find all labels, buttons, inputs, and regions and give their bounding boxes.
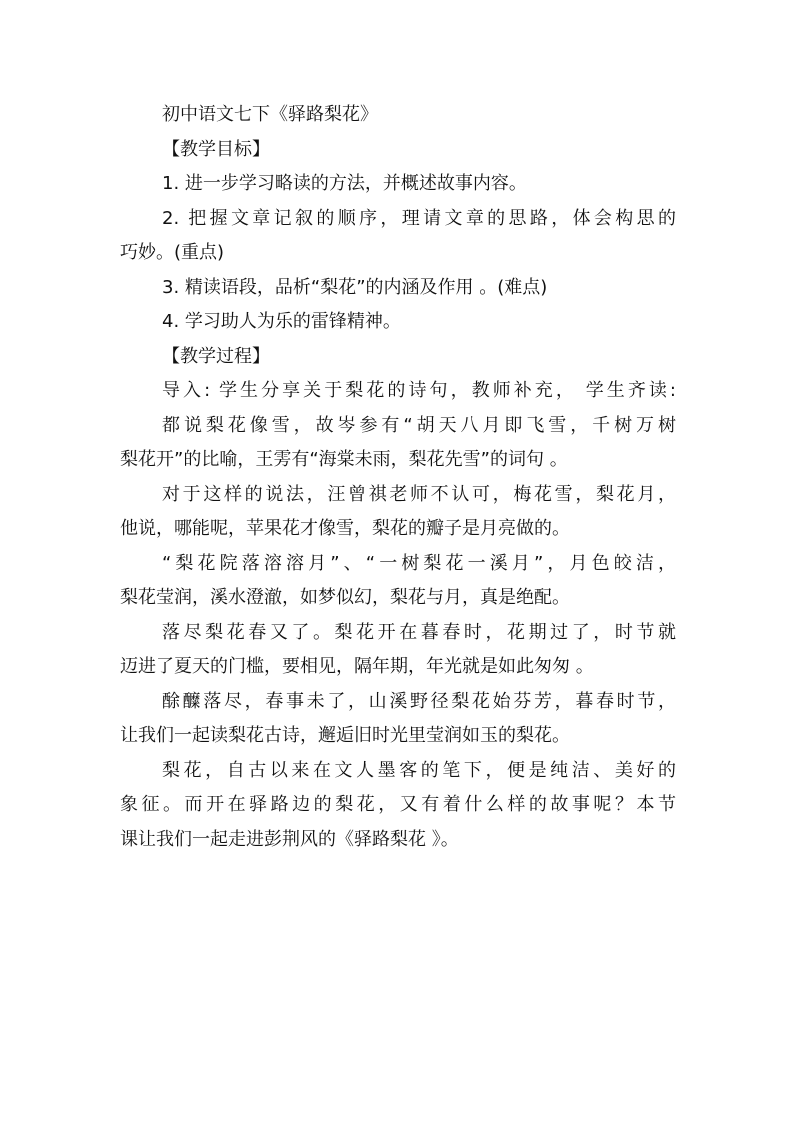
objective-item-1: 1. 进一步学习略读的方法，并概述故事内容。 <box>162 173 527 194</box>
paragraph-lead-in-line-3: 课让我们一起走进彭荆风的《驿路梨花 》。 <box>120 828 459 850</box>
objectives-heading: 【教学目标】 <box>162 138 270 160</box>
paragraph-lead-in-line-1: 梨花，自古以来在文人墨客的笔下，便是纯洁、美好的 <box>162 759 676 781</box>
objective-item-2: 2. 把握文章记叙的顺序，理请文章的思路，体会构思的 <box>162 207 676 229</box>
paragraph-spring-line-1: 落尽梨花春又了。梨花开在暮春时，花期过了，时节就 <box>162 621 676 643</box>
document-body <box>120 98 676 857</box>
paragraph-late-spring-line-2: 让我们一起读梨花古诗，邂逅旧时光里莹润如玉的梨花。 <box>120 725 570 746</box>
document-title: 初中语文七下《驿路梨花》 <box>162 104 378 125</box>
paragraph-moon-line-1: 对于这样的说法，汪曾祺老师不认可，梅花雪，梨花月， <box>162 483 676 505</box>
paragraph-poem-line-1: “梨花院落溶溶月”、“一树梨花一溪月”，月色皎洁， <box>162 552 676 574</box>
paragraph-snow-line-1: 都说梨花像雪，故岑参有“胡天八月即飞雪，千树万树 <box>162 414 676 436</box>
paragraph-snow-line-2: 梨花开”的比喻，王雱有“海棠未雨，梨花先雪”的词句 。 <box>120 449 568 470</box>
paragraph-moon-line-2: 他说，哪能呢，苹果花才像雪，梨花的瓣子是月亮做的。 <box>120 518 570 539</box>
objective-item-3: 3. 精读语段，品析“梨花”的内涵及作用 。(难点) <box>162 276 548 298</box>
paragraph-spring-line-2: 迈进了夏天的门槛，要相见，隔年期，年光就是如此匆匆 。 <box>120 656 594 677</box>
paragraph-intro: 导入: 学生分享关于梨花的诗句，教师补充， 学生齐读: <box>162 380 676 401</box>
paragraph-poem-line-2: 梨花莹润，溪水澄澈，如梦似幻，梨花与月，真是绝配。 <box>120 587 570 608</box>
paragraph-lead-in-line-2: 象征。而开在驿路边的梨花，又有着什么样的故事呢？本节 <box>120 794 676 815</box>
process-heading: 【教学过程】 <box>162 345 270 367</box>
objective-item-2-continuation: 巧妙。(重点) <box>120 242 225 263</box>
paragraph-late-spring-line-1: 酴醾落尽，春事未了，山溪野径梨花始芬芳，暮春时节， <box>162 690 676 712</box>
objective-item-4: 4. 学习助人为乐的雷锋精神。 <box>162 311 401 332</box>
